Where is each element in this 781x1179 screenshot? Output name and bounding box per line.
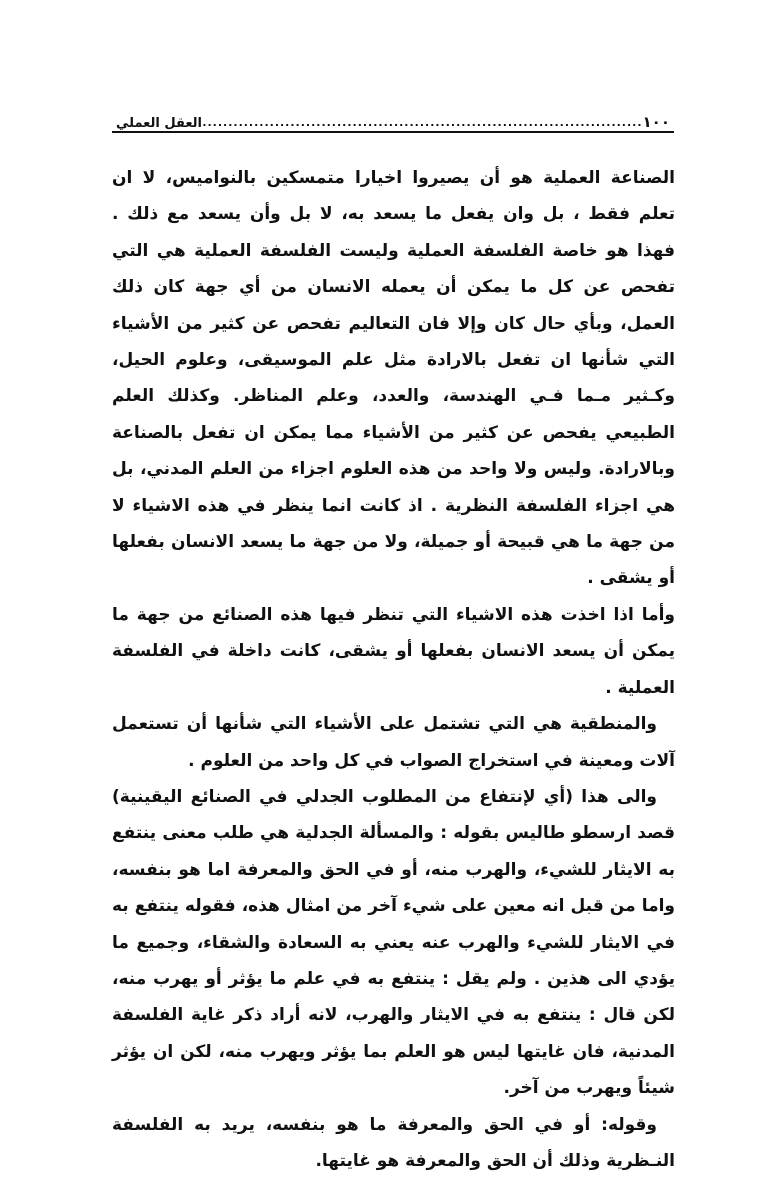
paragraph-text: وأما اذا اخذت هذه الاشياء التي تنظر فيها هذه الصنائع من جهة ما يمكن أن يسعد الانسان بفعلها أو يشقى، كانت داخلة في الفلسفة العملية . bbox=[112, 604, 675, 698]
paragraph-5 bbox=[112, 1107, 675, 1179]
paragraph-2 bbox=[112, 597, 675, 706]
paragraph-3 bbox=[112, 706, 675, 779]
emphasized-term: والمنطقية bbox=[569, 714, 657, 735]
paragraph-1 bbox=[112, 160, 675, 597]
running-title: العقل العملي bbox=[116, 116, 203, 131]
page-header bbox=[112, 103, 674, 131]
header-rule bbox=[112, 131, 674, 133]
paragraph-text: هي التي تشتمل على الأشياء التي شأنها أن تستعمل آلات ومعينة في استخراج الصواب في كل واحد من العلوم . bbox=[112, 714, 675, 771]
dotted-leader bbox=[202, 116, 643, 129]
page-number: ١٠٠ bbox=[642, 113, 670, 131]
body-text bbox=[112, 160, 675, 1179]
paragraph-text: وقوله: أو في الحق والمعرفة ما هو بنفسه، يريد به الفلسفة النـظرية وذلك أن الحق والمعرفة هو غايتها. bbox=[112, 1114, 675, 1171]
paragraph-text: والى هذا (أي لإنتفاع من المطلوب الجدلي في الصنائع اليقينية) قصد ارسطو طاليس بقوله : والمسألة الجدلية هي طلب معنى ينتفع به الايثار للشيء، والهرب منه، أو في الحق والمعرفة اما هو بنفسه، واما من قبل انه معين على شيء آخر من امثال هذه، فقوله ينتفع به في الايثار للشيء والهرب عنه يعني به السعادة والشقاء، وجميع ما يؤدي الى هذين . ولم يقل : ينتفع به في علم ما يؤثر أو يهرب منه، لكن قال : ينتفع به في الايثار والهرب، لانه أراد ذكر غاية الفلسفة المدنية، فان غايتها ليس هو العلم بما يؤثر ويهرب منه، لكن ان يؤثر شيئاً ويهرب من آخر. bbox=[112, 786, 675, 1099]
paragraph-text: الصناعة العملية هو أن يصيروا اخيارا متمسكين بالنواميس، لا ان تعلم فقط ، بل وان يفعل ما يسعد به، لا بل وأن يسعد مع ذلك . فهذا هو خاصة الفلسفة العملية وليست الفلسفة العملية هي التي تفحص عن كل ما يمكن أن يعمله الانسان من أي جهة كان ذلك العمل، وبأي حال كان وإلا فان التعاليم تفحص عن كثير من الأشياء التي شأنها ان تفعل بالارادة مثل علم الموسيقى، وعلوم الحيل، وكـثير مـما فـي الهندسة، والعدد، وعلم المناظر. وكذلك العلم الطبيعي يفحص عن كثير من الأشياء مما يمكن ان تفعل بالصناعة وبالارادة. وليس ولا واحد من هذه العلوم اجزاء من العلم المدني، بل هي اجزاء الفلسفة النظرية . اذ كانت انما ينظر في هذه الاشياء لا من جهة ما هي قبيحة أو جميلة، ولا من جهة ما يسعد الانسان بفعلها أو يشقى . bbox=[112, 168, 675, 589]
paragraph-4 bbox=[112, 779, 675, 1107]
